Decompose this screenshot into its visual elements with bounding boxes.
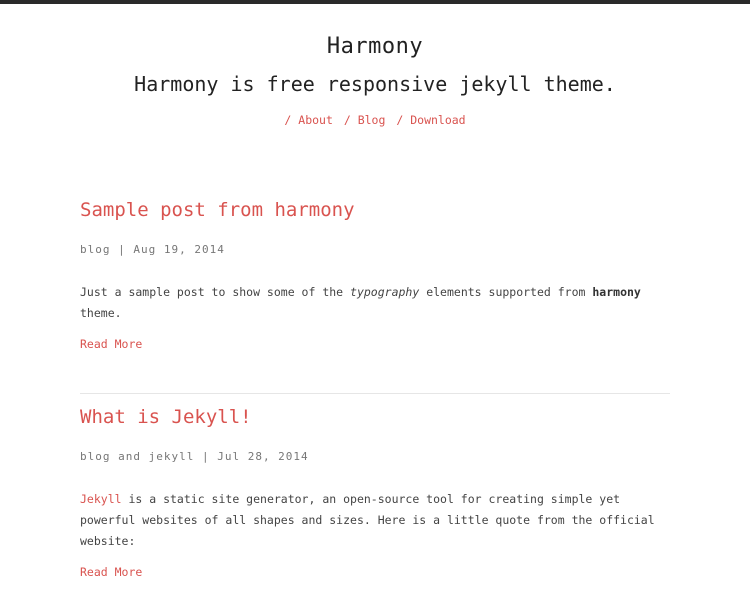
excerpt-text: Just a sample post to show some of the (80, 285, 351, 299)
read-more-link[interactable]: Read More (80, 337, 143, 351)
site-tagline: Harmony is free responsive jekyll theme. (134, 72, 616, 96)
read-more-link[interactable]: Read More (80, 565, 143, 579)
post-divider (80, 393, 670, 394)
site-header (0, 30, 750, 128)
excerpt-emphasis: typography (350, 285, 420, 299)
nav-slash: / (343, 113, 351, 127)
excerpt-text: elements supported from (419, 285, 593, 299)
nav-label: Download (410, 113, 466, 127)
jekyll-link[interactable]: Jekyll (80, 492, 122, 506)
post-meta: blog | Aug 19, 2014 (80, 243, 225, 256)
nav-label: About (298, 113, 333, 127)
post-title-link[interactable]: Sample post from harmony (80, 199, 355, 221)
post-item (80, 196, 670, 352)
site-title[interactable]: Harmony (326, 34, 424, 59)
excerpt-text: is a static site generator, an open-source tool for creating simple yet powerful websites of all shapes and sizes. Here is a little quote from the official website: (80, 492, 655, 548)
excerpt-text: theme. (80, 306, 122, 320)
post-excerpt (80, 282, 670, 324)
nav-item-blog[interactable] (344, 113, 386, 127)
top-bar (0, 0, 750, 4)
nav-label: Blog (357, 113, 386, 127)
post-meta: blog and jekyll | Jul 28, 2014 (80, 450, 309, 463)
post-item (80, 403, 670, 580)
post-excerpt (80, 489, 670, 552)
nav-slash: / (284, 113, 292, 127)
excerpt-strong: harmony (592, 285, 641, 299)
post-title-link[interactable]: What is Jekyll! (80, 406, 252, 428)
nav-item-about[interactable] (284, 113, 333, 127)
nav-item-download[interactable] (396, 113, 465, 127)
main-nav (0, 112, 750, 128)
nav-slash: / (396, 113, 404, 127)
